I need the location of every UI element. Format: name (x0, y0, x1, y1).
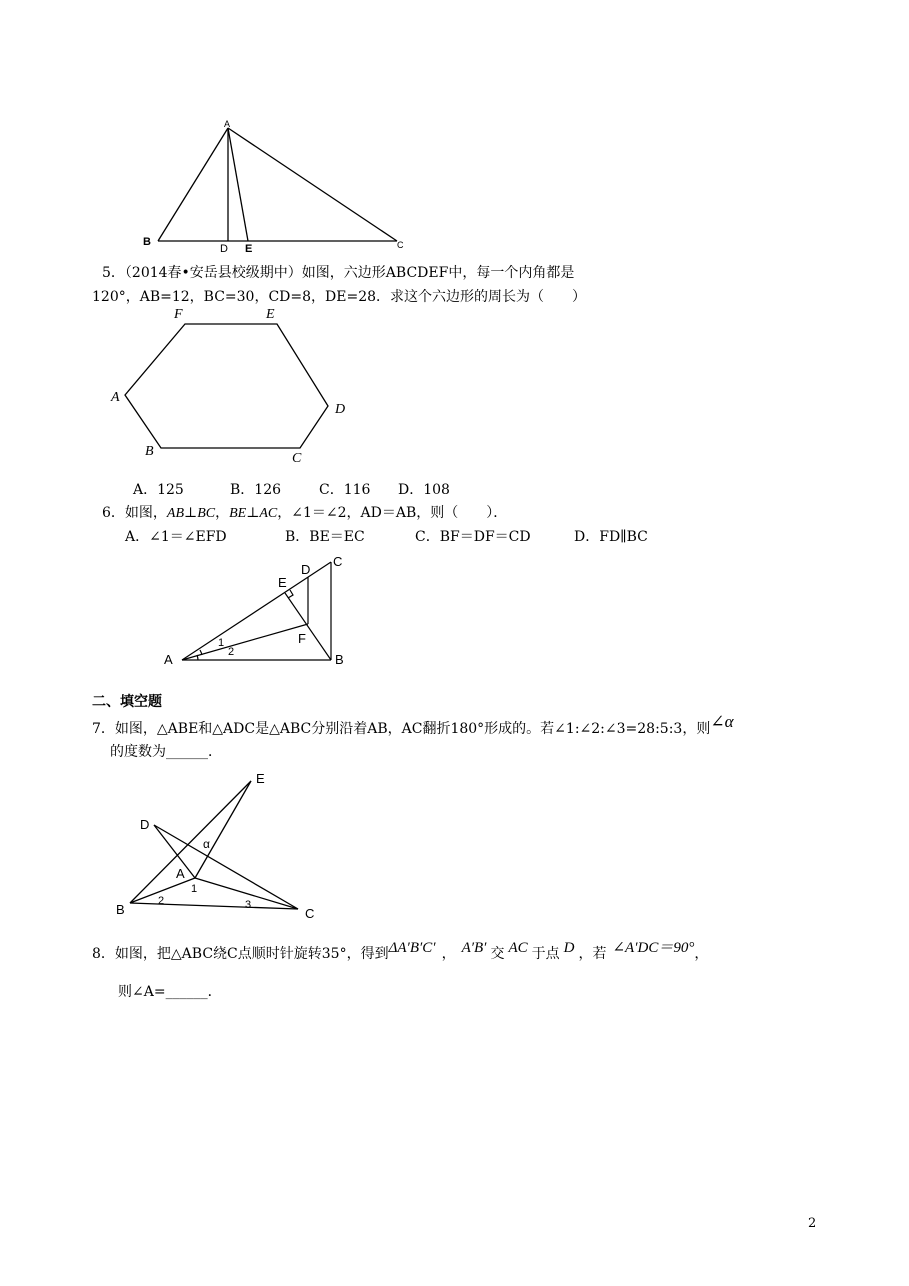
page-number: 2 (808, 1216, 817, 1231)
q6-suffix: ，∠1＝∠2，AD＝AB，则（ ）． (277, 505, 508, 521)
rt-label-d: D (301, 562, 311, 577)
q6-option-c: C．BF＝DF＝CD (415, 529, 531, 545)
q6-cond1: AB⊥BC (166, 506, 216, 521)
hex-label-b: B (145, 444, 154, 459)
q8-math1: ΔA′B′C′ (388, 940, 436, 956)
q8-part6: ， (694, 946, 709, 962)
hex-label-a: A (111, 390, 120, 405)
rt-angle-2: 2 (228, 646, 235, 658)
rt-label-b: B (335, 652, 344, 667)
q5-option-b: B．126 (230, 482, 282, 498)
fold-angle-3: 3 (245, 899, 252, 911)
q8-math3: AC (508, 940, 528, 956)
rt-label-e: E (278, 575, 287, 590)
q8-part2: ， (441, 946, 456, 962)
label-c: C (397, 240, 404, 250)
hex-label-e: E (266, 307, 275, 322)
hex-label-d: D (335, 402, 346, 417)
section-title-fill-in: 二、填空题 (92, 694, 162, 710)
rt-angle-1: 1 (218, 637, 225, 649)
q8-part1: 8．如图，把△ABC绕C点顺时针旋转35°，得到 (92, 946, 389, 962)
q6-option-a: A．∠1＝∠EFD (125, 529, 227, 545)
fold-angle-1: 1 (191, 883, 198, 895)
label-b: B (143, 236, 151, 248)
figure-right-triangle (160, 552, 360, 672)
hex-label-f: F (174, 307, 183, 322)
fold-label-c: C (305, 906, 315, 921)
hex-label-c: C (292, 451, 302, 466)
q8-part5: ，若 (578, 946, 607, 962)
fold-label-e: E (256, 771, 265, 786)
rt-label-c: C (333, 554, 343, 569)
q5-option-a: A．125 (133, 482, 184, 498)
q8-math4: D (563, 940, 575, 956)
q6-option-b: B．BE＝EC (285, 529, 365, 545)
figure-hexagon (105, 303, 355, 468)
figure-triangle-ade (135, 115, 415, 255)
label-d: D (220, 243, 228, 255)
q6-prefix: 6．如图， (102, 505, 167, 521)
q5-line1: 5．（2014春•安岳县校级期中）如图，六边形ABCDEF中，每一个内角都是 (102, 265, 575, 281)
q7-text: 7．如图，△ABE和△ADC是△ABC分别沿着AB，AC翻折180°形成的。若∠1:∠2:∠3=28:5:3，则 (92, 721, 711, 737)
fold-label-b: B (116, 902, 125, 917)
q7-line2: 的度数为______． (110, 744, 222, 760)
q6-cond2: BE⊥AC (229, 506, 278, 521)
q8-part4: 于点 (531, 946, 560, 962)
q6-stem (102, 503, 507, 524)
q5-line2: 120°，AB=12，BC=30，CD=8，DE=28．求这个六边形的周长为（ ） (92, 289, 587, 305)
q7-line1 (92, 712, 734, 739)
fold-label-d: D (140, 817, 150, 832)
fold-label-alpha: α (203, 837, 210, 851)
q8-line1 (92, 940, 709, 964)
q5-option-d: D．108 (398, 482, 450, 498)
figure-folded-triangles (108, 768, 328, 928)
q6-sep: ， (215, 505, 230, 521)
fold-angle-2: 2 (158, 895, 165, 907)
fold-label-a: A (176, 866, 185, 881)
q8-math5: ∠A′DC＝90° (612, 940, 695, 956)
q7-alpha: ∠α (710, 712, 734, 731)
rt-label-a: A (164, 652, 173, 667)
label-a: A (224, 119, 231, 129)
q8-line2: 则∠A=______． (118, 984, 222, 1000)
q5-option-c: C．116 (319, 482, 371, 498)
rt-label-f: F (298, 631, 306, 646)
q8-part3: 交 (490, 946, 505, 962)
q8-math2: A′B′ (461, 940, 487, 956)
q6-option-d: D．FD∥BC (574, 529, 648, 545)
label-e: E (245, 243, 253, 255)
